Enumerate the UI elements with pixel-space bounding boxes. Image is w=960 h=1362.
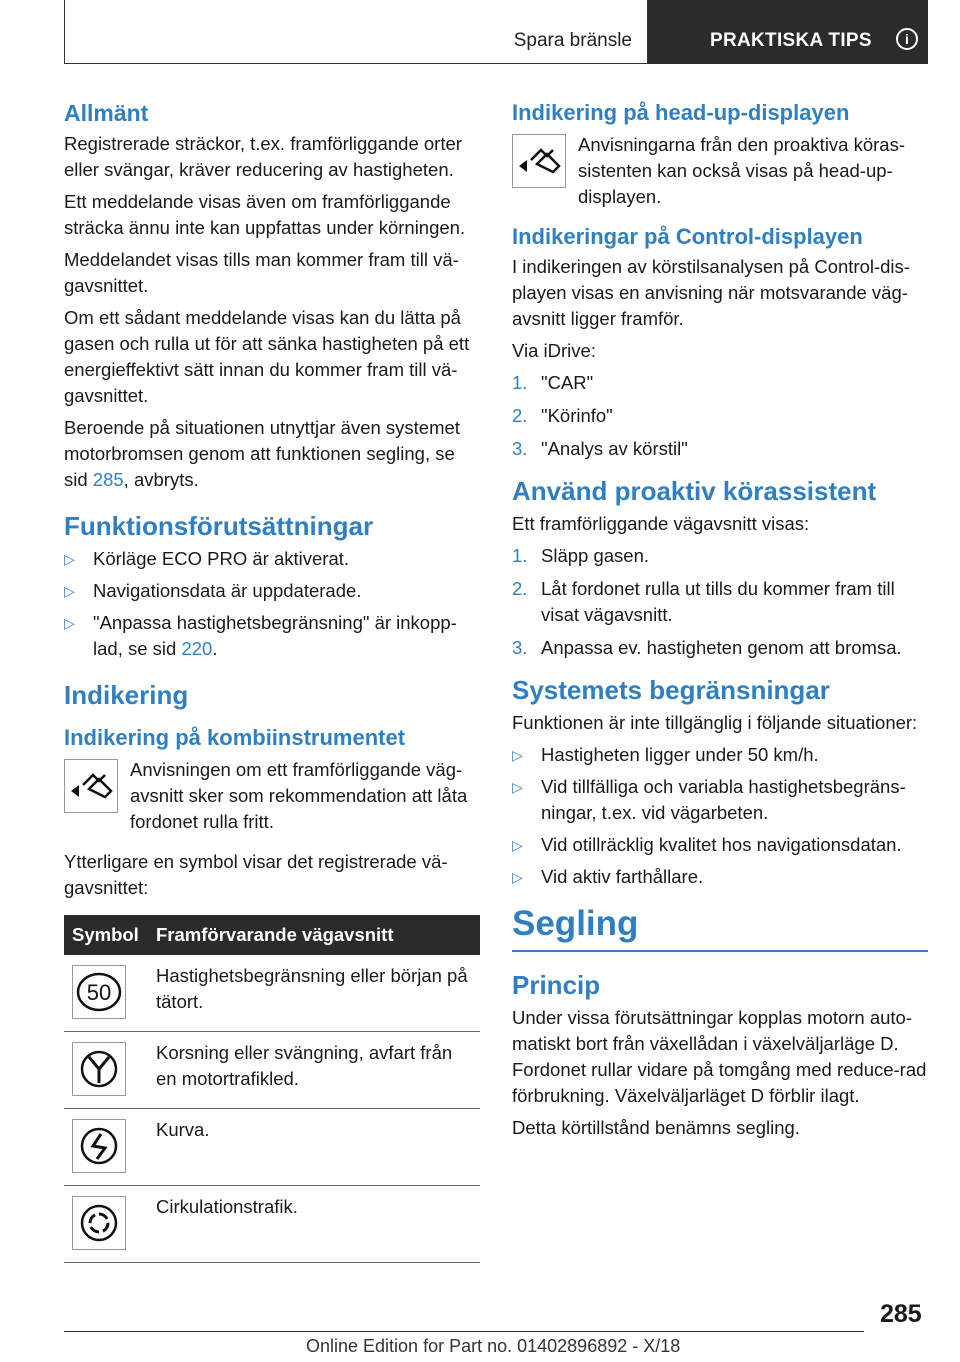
symbol-table [64,915,480,1263]
paragraph: I indikeringen av körstilsanalysen på Control-dis-playen visas en anvisning när motsvarande väg-avsnitt ligger framför. [512,256,910,329]
list-item [512,774,928,826]
list-item-text: Körläge ECO PRO är aktiverat. [93,548,350,569]
numbered-item [512,635,928,661]
step-number: 2. [512,578,528,599]
table-cell: Kurva. [148,1109,480,1186]
numbered-item [512,436,928,462]
list-item-text: Vid aktiv farthållare. [541,866,704,887]
table-cell: Korsning eller svängning, avfart från en motortrafikled. [148,1032,480,1109]
step-text: Låt fordonet rulla ut tills du kommer fram till visat vägavsnitt. [541,578,895,625]
paragraph: Meddelandet visas tills man kommer fram till vä-gavsnittet. [64,249,459,296]
curve-icon [72,1119,126,1173]
step-text: "Körinfo" [541,405,613,426]
heading-segling: Segling [512,904,928,952]
numbered-item [512,370,928,396]
heading-forutsattningar: Funktionsförutsättningar [64,511,374,541]
info-icon[interactable]: i [896,28,918,50]
column-header-vagavsnitt: Framförvarande vägavsnitt [148,915,480,955]
icon-row [512,132,928,210]
speed-limit-icon [72,965,126,1019]
footer-divider [64,1331,864,1332]
list-item [64,578,480,604]
icon-description: Anvisningarna från den proaktiva köras-sistenten kan också visas på head-up-displayen. [578,134,906,207]
numbered-item [512,543,928,569]
page-number: 285 [880,1300,922,1328]
column-header-symbol: Symbol [64,915,148,955]
page-link-220[interactable]: 220 [181,638,213,659]
table-row [64,1032,480,1109]
triangle-bullet-icon: ▷ [512,779,523,795]
coasting-arrow-icon [512,134,566,188]
paragraph: Ytterligare en symbol visar det registrerade vä-gavsnittet: [64,851,448,898]
step-text: Anpassa ev. hastigheten genom att bromsa. [541,637,902,658]
paragraph: Ett framförliggande vägavsnitt visas: [512,513,810,534]
step-number: 3. [512,637,528,658]
list-item [64,610,480,662]
list-item-text: Hastigheten ligger under 50 km/h. [541,744,819,765]
triangle-bullet-icon: ▷ [512,869,523,885]
paragraph: Funktionen är inte tillgänglig i följande situationer: [512,712,918,733]
list-item-text: Vid tillfälliga och variabla hastighetsbegräns-ningar, t.ex. vid vägarbeten. [541,776,906,823]
icon-description: Anvisningen om ett framförliggande väg-avsnitt sker som rekommendation att låta fordonet rulla fritt. [130,759,468,832]
list-item-text: "Anpassa hastighetsbegränsning" är inkopp-lad, se sid [93,612,457,659]
paragraph: Om ett sådant meddelande visas kan du lätta på gasen och rulla ut för att sänka hastigheten på ett energieffektivt sätt innan du kommer fram till vä-gavsnittet. [64,307,470,406]
coasting-arrow-icon [64,759,118,813]
triangle-bullet-icon: ▷ [64,583,75,599]
step-text: "Analys av körstil" [541,438,688,459]
heading-indikering: Indikering [64,680,189,710]
triangle-bullet-icon: ▷ [512,747,523,763]
table-row [64,1186,480,1263]
triangle-bullet-icon: ▷ [64,615,75,631]
step-number: 1. [512,372,528,393]
roundabout-icon [72,1196,126,1250]
heading-anvand: Använd proaktiv körassistent [512,476,877,506]
list-item [512,742,928,768]
numbered-item [512,403,928,429]
step-number: 3. [512,438,528,459]
table-row [64,955,480,1032]
paragraph: Registrerade sträckor, t.ex. framförliggande orter eller svängar, kräver reducering av hastigheten. [64,133,462,180]
header-chapter-tab[interactable] [648,0,928,64]
text: , avbryts. [123,469,199,490]
table-cell: Hastighetsbegränsning eller början på tätort. [148,955,480,1032]
triangle-bullet-icon: ▷ [512,837,523,853]
paragraph: Ett meddelande visas även om framförliggande sträcka ännu inte kan uppfattas under körningen. [64,191,466,238]
speed-limit-value: 50 [86,980,112,1005]
icon-row [64,757,480,835]
list-item-text: Vid otillräcklig kvalitet hos navigationsdatan. [541,834,902,855]
table-cell: Cirkulationstrafik. [148,1186,480,1263]
paragraph: Detta körtillstånd benämns segling. [512,1117,800,1138]
heading-princip: Princip [512,970,601,1000]
page-link-285[interactable]: 285 [92,469,124,490]
paragraph [64,415,480,493]
heading-kombiinstrument: Indikering på kombiinstrumentet [64,725,406,750]
left-column [64,100,480,1263]
list-item-text: Navigationsdata är uppdaterade. [93,580,362,601]
text: Beroende på situationen utnyttjar även systemet motorbromsen genom att funktionen segling, se sid [64,417,460,490]
heading-control-display: Indikeringar på Control-displayen [512,224,863,249]
footer-edition: Online Edition for Part no. 01402896892 - X/18 [306,1336,681,1356]
step-text: Släpp gasen. [541,545,650,566]
right-column [512,100,928,1147]
header-section-title: Spara bränsle [513,30,632,51]
list-item [64,546,480,572]
heading-hud: Indikering på head-up-displayen [512,100,850,125]
paragraph: Under vissa förutsättningar kopplas motorn auto-matiskt bort från växellådan i växelväljarläge D. Fordonet rullar vidare på tomgång med reduce-rad förbrukning. Växelväljarläget D förblir ilagt. [512,1007,927,1106]
step-number: 1. [512,545,528,566]
header-chapter-title: PRAKTISKA TIPS [710,30,872,51]
intersection-icon [72,1042,126,1096]
list-item [512,864,928,890]
list-item [512,832,928,858]
triangle-bullet-icon: ▷ [64,551,75,567]
heading-allmant: Allmänt [64,100,149,126]
step-number: 2. [512,405,528,426]
step-text: "CAR" [541,372,594,393]
table-header [64,915,480,955]
text: . [212,638,218,659]
heading-begransningar: Systemets begränsningar [512,675,830,705]
table-row [64,1109,480,1186]
numbered-item [512,576,928,628]
paragraph: Via iDrive: [512,340,596,361]
